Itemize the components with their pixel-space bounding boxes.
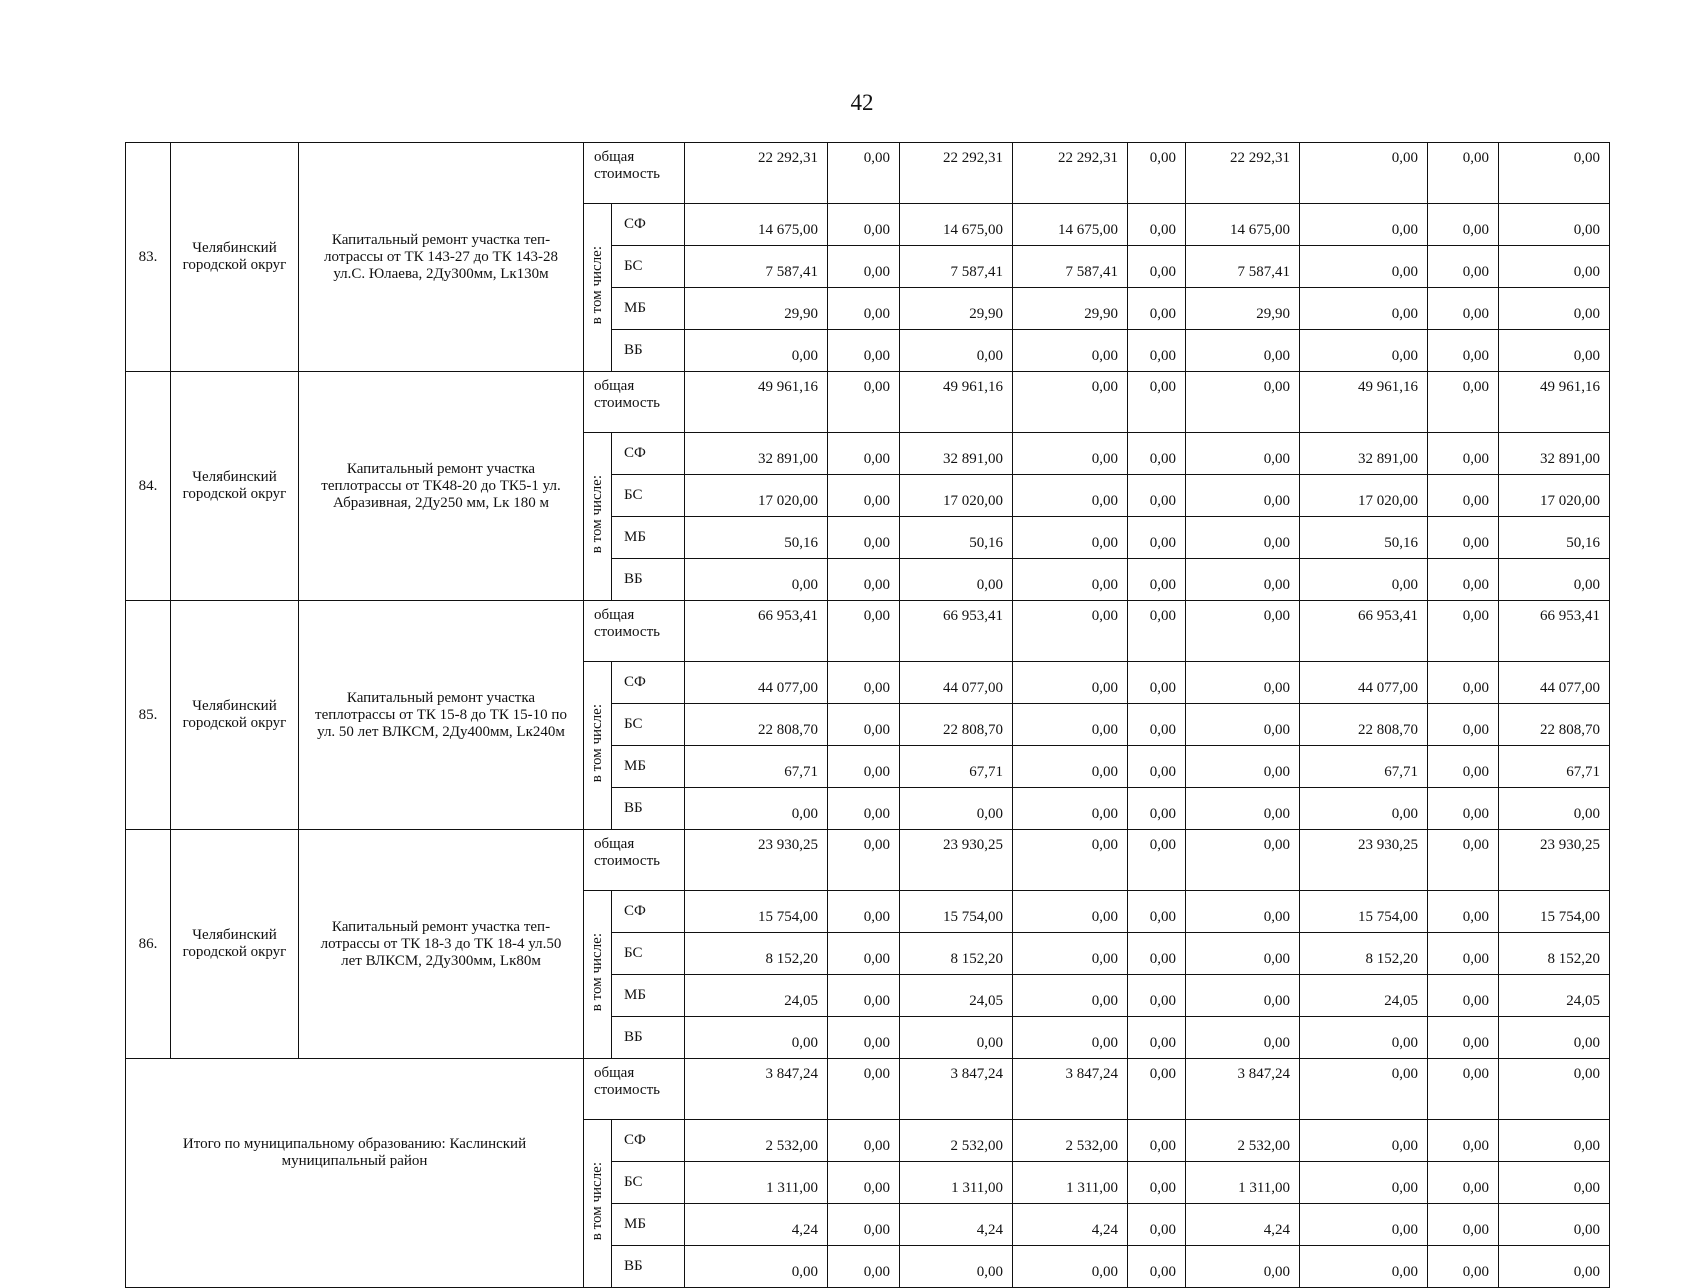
value-cell: 0,00 bbox=[1128, 746, 1186, 788]
value-cell: 0,00 bbox=[1499, 1059, 1610, 1120]
value-cell: 0,00 bbox=[1300, 1162, 1428, 1204]
value-cell: 0,00 bbox=[1428, 246, 1499, 288]
value-cell: 17 020,00 bbox=[685, 475, 828, 517]
value-cell: 0,00 bbox=[1128, 662, 1186, 704]
value-cell: 0,00 bbox=[1013, 975, 1128, 1017]
value-cell: 0,00 bbox=[1128, 517, 1186, 559]
value-cell: 0,00 bbox=[1428, 475, 1499, 517]
value-cell: 0,00 bbox=[1428, 933, 1499, 975]
value-cell: 4,24 bbox=[1013, 1204, 1128, 1246]
value-cell: 0,00 bbox=[1128, 143, 1186, 204]
table-row bbox=[126, 372, 1610, 433]
value-cell: 0,00 bbox=[1013, 1246, 1128, 1288]
table-row bbox=[126, 143, 1610, 204]
value-cell: 0,00 bbox=[1428, 559, 1499, 601]
value-cell: 0,00 bbox=[1186, 517, 1300, 559]
value-cell: 0,00 bbox=[1013, 433, 1128, 475]
value-cell: 2 532,00 bbox=[1013, 1120, 1128, 1162]
value-cell: 44 077,00 bbox=[685, 662, 828, 704]
value-cell: 32 891,00 bbox=[900, 433, 1013, 475]
value-cell: 0,00 bbox=[1428, 330, 1499, 372]
value-cell: 8 152,20 bbox=[1300, 933, 1428, 975]
value-cell: 0,00 bbox=[1300, 330, 1428, 372]
value-cell: 0,00 bbox=[1186, 975, 1300, 1017]
value-cell: 0,00 bbox=[1128, 704, 1186, 746]
value-cell: 0,00 bbox=[1499, 1162, 1610, 1204]
value-cell: 1 311,00 bbox=[900, 1162, 1013, 1204]
value-cell: 0,00 bbox=[1300, 559, 1428, 601]
value-cell: 0,00 bbox=[828, 891, 900, 933]
value-cell: 0,00 bbox=[1428, 704, 1499, 746]
row-index: 85. bbox=[126, 601, 171, 830]
value-cell: 0,00 bbox=[1499, 1204, 1610, 1246]
total-cost-label: общая стоимость bbox=[584, 1059, 685, 1120]
value-cell: 0,00 bbox=[1428, 975, 1499, 1017]
value-cell: 17 020,00 bbox=[900, 475, 1013, 517]
value-cell: 0,00 bbox=[1186, 662, 1300, 704]
value-cell: 4,24 bbox=[900, 1204, 1013, 1246]
value-cell: 0,00 bbox=[1128, 246, 1186, 288]
value-cell: 66 953,41 bbox=[900, 601, 1013, 662]
value-cell: 49 961,16 bbox=[1300, 372, 1428, 433]
value-cell: 0,00 bbox=[1499, 204, 1610, 246]
value-cell: 0,00 bbox=[1186, 330, 1300, 372]
value-cell: 0,00 bbox=[1186, 1017, 1300, 1059]
value-cell: 0,00 bbox=[1186, 601, 1300, 662]
value-cell: 0,00 bbox=[1186, 559, 1300, 601]
value-cell: 14 675,00 bbox=[1013, 204, 1128, 246]
value-cell: 0,00 bbox=[1300, 1204, 1428, 1246]
value-cell: 2 532,00 bbox=[685, 1120, 828, 1162]
summary-row bbox=[126, 1059, 1610, 1120]
value-cell: 7 587,41 bbox=[1013, 246, 1128, 288]
value-cell: 0,00 bbox=[685, 1017, 828, 1059]
value-cell: 32 891,00 bbox=[685, 433, 828, 475]
district-name: Челябинский городской округ bbox=[171, 143, 299, 372]
value-cell: 17 020,00 bbox=[1499, 475, 1610, 517]
value-cell: 3 847,24 bbox=[1013, 1059, 1128, 1120]
value-cell: 0,00 bbox=[1128, 433, 1186, 475]
value-cell: 0,00 bbox=[685, 330, 828, 372]
value-cell: 0,00 bbox=[900, 788, 1013, 830]
source-label: БС bbox=[612, 933, 685, 975]
value-cell: 0,00 bbox=[828, 1059, 900, 1120]
page-number: 42 bbox=[850, 90, 874, 115]
value-cell: 0,00 bbox=[1428, 1246, 1499, 1288]
source-label: БС bbox=[612, 1162, 685, 1204]
source-label: МБ bbox=[612, 288, 685, 330]
value-cell: 0,00 bbox=[1428, 788, 1499, 830]
value-cell: 22 808,70 bbox=[1300, 704, 1428, 746]
source-label: МБ bbox=[612, 1204, 685, 1246]
district-name: Челябинский городской округ bbox=[171, 830, 299, 1059]
value-cell: 0,00 bbox=[1128, 601, 1186, 662]
value-cell: 1 311,00 bbox=[1013, 1162, 1128, 1204]
value-cell: 15 754,00 bbox=[1499, 891, 1610, 933]
value-cell: 0,00 bbox=[828, 330, 900, 372]
project-description: Капитальный ремонт участка теп-лотрассы от ТК 143-27 до ТК 143-28 ул.С. Юлаева, 2Ду300мм, Lк130м bbox=[299, 143, 584, 372]
value-cell: 17 020,00 bbox=[1300, 475, 1428, 517]
value-cell: 0,00 bbox=[1013, 559, 1128, 601]
value-cell: 8 152,20 bbox=[685, 933, 828, 975]
value-cell: 67,71 bbox=[900, 746, 1013, 788]
value-cell: 0,00 bbox=[1128, 1017, 1186, 1059]
value-cell: 50,16 bbox=[1300, 517, 1428, 559]
value-cell: 0,00 bbox=[1499, 330, 1610, 372]
value-cell: 32 891,00 bbox=[1300, 433, 1428, 475]
value-cell: 0,00 bbox=[828, 204, 900, 246]
value-cell: 0,00 bbox=[828, 1120, 900, 1162]
value-cell: 0,00 bbox=[828, 246, 900, 288]
value-cell: 0,00 bbox=[828, 288, 900, 330]
value-cell: 0,00 bbox=[1186, 933, 1300, 975]
value-cell: 0,00 bbox=[1128, 1162, 1186, 1204]
value-cell: 0,00 bbox=[1013, 475, 1128, 517]
value-cell: 22 292,31 bbox=[900, 143, 1013, 204]
value-cell: 0,00 bbox=[1186, 891, 1300, 933]
value-cell: 0,00 bbox=[1428, 1162, 1499, 1204]
table-row bbox=[126, 601, 1610, 662]
value-cell: 0,00 bbox=[828, 475, 900, 517]
value-cell: 0,00 bbox=[1013, 662, 1128, 704]
value-cell: 29,90 bbox=[685, 288, 828, 330]
value-cell: 0,00 bbox=[1013, 517, 1128, 559]
row-index: 86. bbox=[126, 830, 171, 1059]
value-cell: 0,00 bbox=[1128, 475, 1186, 517]
value-cell: 0,00 bbox=[1300, 788, 1428, 830]
value-cell: 0,00 bbox=[1013, 788, 1128, 830]
value-cell: 0,00 bbox=[828, 1246, 900, 1288]
value-cell: 24,05 bbox=[1499, 975, 1610, 1017]
value-cell: 14 675,00 bbox=[685, 204, 828, 246]
value-cell: 0,00 bbox=[1300, 143, 1428, 204]
value-cell: 0,00 bbox=[828, 830, 900, 891]
summary-label: Итого по муниципальному образованию: Каслинский муниципальный район bbox=[126, 1059, 584, 1288]
value-cell: 66 953,41 bbox=[1499, 601, 1610, 662]
including-label-text: в том числе: bbox=[589, 703, 605, 783]
value-cell: 7 587,41 bbox=[1186, 246, 1300, 288]
value-cell: 23 930,25 bbox=[1499, 830, 1610, 891]
total-cost-label: общая стоимость bbox=[584, 143, 685, 204]
value-cell: 0,00 bbox=[900, 330, 1013, 372]
value-cell: 32 891,00 bbox=[1499, 433, 1610, 475]
source-label: СФ bbox=[612, 433, 685, 475]
value-cell: 0,00 bbox=[1499, 143, 1610, 204]
value-cell: 0,00 bbox=[828, 433, 900, 475]
value-cell: 0,00 bbox=[828, 1204, 900, 1246]
value-cell: 0,00 bbox=[1499, 288, 1610, 330]
value-cell: 0,00 bbox=[1186, 1246, 1300, 1288]
value-cell: 0,00 bbox=[685, 1246, 828, 1288]
value-cell: 29,90 bbox=[1186, 288, 1300, 330]
value-cell: 66 953,41 bbox=[1300, 601, 1428, 662]
value-cell: 3 847,24 bbox=[900, 1059, 1013, 1120]
source-label: ВБ bbox=[612, 559, 685, 601]
value-cell: 49 961,16 bbox=[685, 372, 828, 433]
value-cell: 1 311,00 bbox=[1186, 1162, 1300, 1204]
value-cell: 67,71 bbox=[685, 746, 828, 788]
source-label: ВБ bbox=[612, 330, 685, 372]
value-cell: 1 311,00 bbox=[685, 1162, 828, 1204]
project-description: Капитальный ремонт участка теп-лотрассы от ТК 18-3 до ТК 18-4 ул.50 лет ВЛКСМ, 2Ду300мм, Lк80м bbox=[299, 830, 584, 1059]
value-cell: 0,00 bbox=[828, 662, 900, 704]
value-cell: 0,00 bbox=[1186, 746, 1300, 788]
value-cell: 3 847,24 bbox=[685, 1059, 828, 1120]
source-label: БС bbox=[612, 475, 685, 517]
value-cell: 2 532,00 bbox=[900, 1120, 1013, 1162]
value-cell: 0,00 bbox=[1428, 601, 1499, 662]
value-cell: 0,00 bbox=[1128, 1059, 1186, 1120]
value-cell: 24,05 bbox=[685, 975, 828, 1017]
value-cell: 24,05 bbox=[900, 975, 1013, 1017]
value-cell: 0,00 bbox=[1428, 830, 1499, 891]
total-cost-label: общая стоимость bbox=[584, 601, 685, 662]
budget-table bbox=[125, 142, 1610, 1288]
value-cell: 0,00 bbox=[1013, 891, 1128, 933]
value-cell: 8 152,20 bbox=[1499, 933, 1610, 975]
value-cell: 0,00 bbox=[1186, 372, 1300, 433]
value-cell: 0,00 bbox=[1128, 559, 1186, 601]
value-cell: 0,00 bbox=[900, 559, 1013, 601]
value-cell: 0,00 bbox=[1128, 288, 1186, 330]
value-cell: 0,00 bbox=[1128, 1204, 1186, 1246]
value-cell: 0,00 bbox=[1186, 704, 1300, 746]
value-cell: 0,00 bbox=[1300, 1120, 1428, 1162]
value-cell: 22 808,70 bbox=[1499, 704, 1610, 746]
value-cell: 67,71 bbox=[1300, 746, 1428, 788]
source-label: БС bbox=[612, 704, 685, 746]
value-cell: 0,00 bbox=[1300, 1059, 1428, 1120]
value-cell: 0,00 bbox=[1428, 372, 1499, 433]
value-cell: 0,00 bbox=[1428, 1204, 1499, 1246]
value-cell: 0,00 bbox=[1186, 830, 1300, 891]
including-label bbox=[584, 662, 612, 830]
value-cell: 29,90 bbox=[1013, 288, 1128, 330]
including-label-text: в том числе: bbox=[589, 1161, 605, 1241]
value-cell: 0,00 bbox=[828, 975, 900, 1017]
including-label bbox=[584, 891, 612, 1059]
value-cell: 0,00 bbox=[1300, 204, 1428, 246]
value-cell: 0,00 bbox=[1186, 475, 1300, 517]
value-cell: 4,24 bbox=[1186, 1204, 1300, 1246]
value-cell: 0,00 bbox=[1428, 1059, 1499, 1120]
value-cell: 7 587,41 bbox=[685, 246, 828, 288]
value-cell: 4,24 bbox=[685, 1204, 828, 1246]
value-cell: 22 292,31 bbox=[685, 143, 828, 204]
project-description: Капитальный ремонт участка теплотрассы от ТК48-20 до ТК5-1 ул. Абразивная, 2Ду250 мм, Lк 180 м bbox=[299, 372, 584, 601]
source-label: ВБ bbox=[612, 1246, 685, 1288]
value-cell: 0,00 bbox=[1128, 788, 1186, 830]
value-cell: 0,00 bbox=[1186, 788, 1300, 830]
including-label bbox=[584, 1120, 612, 1288]
value-cell: 0,00 bbox=[1499, 559, 1610, 601]
value-cell: 0,00 bbox=[1428, 1120, 1499, 1162]
source-label: МБ bbox=[612, 746, 685, 788]
value-cell: 44 077,00 bbox=[1300, 662, 1428, 704]
value-cell: 0,00 bbox=[1013, 933, 1128, 975]
value-cell: 0,00 bbox=[1013, 330, 1128, 372]
value-cell: 0,00 bbox=[828, 143, 900, 204]
district-name: Челябинский городской округ bbox=[171, 372, 299, 601]
value-cell: 50,16 bbox=[685, 517, 828, 559]
source-label: СФ bbox=[612, 891, 685, 933]
including-label bbox=[584, 433, 612, 601]
value-cell: 0,00 bbox=[1128, 830, 1186, 891]
value-cell: 0,00 bbox=[1013, 1017, 1128, 1059]
district-name: Челябинский городской округ bbox=[171, 601, 299, 830]
value-cell: 0,00 bbox=[1428, 288, 1499, 330]
value-cell: 15 754,00 bbox=[1300, 891, 1428, 933]
value-cell: 49 961,16 bbox=[900, 372, 1013, 433]
total-cost-label: общая стоимость bbox=[584, 372, 685, 433]
value-cell: 0,00 bbox=[828, 601, 900, 662]
value-cell: 29,90 bbox=[900, 288, 1013, 330]
source-label: ВБ bbox=[612, 788, 685, 830]
value-cell: 0,00 bbox=[1499, 246, 1610, 288]
project-description: Капитальный ремонт участка теплотрассы от ТК 15-8 до ТК 15-10 по ул. 50 лет ВЛКСМ, 2Ду400мм, Lк240м bbox=[299, 601, 584, 830]
source-label: СФ bbox=[612, 662, 685, 704]
value-cell: 0,00 bbox=[1300, 288, 1428, 330]
value-cell: 0,00 bbox=[828, 788, 900, 830]
value-cell: 0,00 bbox=[685, 788, 828, 830]
source-label: БС bbox=[612, 246, 685, 288]
value-cell: 0,00 bbox=[1428, 746, 1499, 788]
value-cell: 0,00 bbox=[1128, 975, 1186, 1017]
value-cell: 22 292,31 bbox=[1186, 143, 1300, 204]
value-cell: 0,00 bbox=[828, 704, 900, 746]
value-cell: 66 953,41 bbox=[685, 601, 828, 662]
source-label: МБ bbox=[612, 517, 685, 559]
including-label bbox=[584, 204, 612, 372]
value-cell: 0,00 bbox=[1128, 1246, 1186, 1288]
value-cell: 0,00 bbox=[1128, 891, 1186, 933]
value-cell: 0,00 bbox=[828, 1162, 900, 1204]
value-cell: 0,00 bbox=[1428, 662, 1499, 704]
source-label: СФ bbox=[612, 204, 685, 246]
value-cell: 7 587,41 bbox=[900, 246, 1013, 288]
value-cell: 8 152,20 bbox=[900, 933, 1013, 975]
value-cell: 0,00 bbox=[1186, 433, 1300, 475]
value-cell: 67,71 bbox=[1499, 746, 1610, 788]
including-label-text: в том числе: bbox=[589, 932, 605, 1012]
value-cell: 15 754,00 bbox=[685, 891, 828, 933]
value-cell: 0,00 bbox=[828, 933, 900, 975]
value-cell: 0,00 bbox=[900, 1246, 1013, 1288]
value-cell: 3 847,24 bbox=[1186, 1059, 1300, 1120]
including-label-text: в том числе: bbox=[589, 245, 605, 325]
value-cell: 0,00 bbox=[1428, 891, 1499, 933]
value-cell: 0,00 bbox=[1013, 601, 1128, 662]
value-cell: 0,00 bbox=[1128, 330, 1186, 372]
value-cell: 24,05 bbox=[1300, 975, 1428, 1017]
value-cell: 22 808,70 bbox=[900, 704, 1013, 746]
value-cell: 0,00 bbox=[1013, 746, 1128, 788]
value-cell: 0,00 bbox=[1428, 433, 1499, 475]
source-label: МБ bbox=[612, 975, 685, 1017]
value-cell: 0,00 bbox=[1013, 704, 1128, 746]
value-cell: 0,00 bbox=[828, 372, 900, 433]
value-cell: 0,00 bbox=[1499, 1017, 1610, 1059]
value-cell: 0,00 bbox=[1013, 830, 1128, 891]
value-cell: 44 077,00 bbox=[1499, 662, 1610, 704]
value-cell: 50,16 bbox=[1499, 517, 1610, 559]
value-cell: 22 292,31 bbox=[1013, 143, 1128, 204]
value-cell: 0,00 bbox=[1428, 204, 1499, 246]
value-cell: 50,16 bbox=[900, 517, 1013, 559]
value-cell: 23 930,25 bbox=[685, 830, 828, 891]
value-cell: 23 930,25 bbox=[900, 830, 1013, 891]
row-index: 83. bbox=[126, 143, 171, 372]
value-cell: 14 675,00 bbox=[1186, 204, 1300, 246]
value-cell: 0,00 bbox=[1128, 933, 1186, 975]
value-cell: 0,00 bbox=[1300, 1246, 1428, 1288]
value-cell: 0,00 bbox=[1499, 1246, 1610, 1288]
value-cell: 44 077,00 bbox=[900, 662, 1013, 704]
value-cell: 2 532,00 bbox=[1186, 1120, 1300, 1162]
value-cell: 0,00 bbox=[828, 559, 900, 601]
value-cell: 0,00 bbox=[1128, 204, 1186, 246]
value-cell: 0,00 bbox=[828, 746, 900, 788]
value-cell: 0,00 bbox=[1128, 372, 1186, 433]
value-cell: 0,00 bbox=[1013, 372, 1128, 433]
value-cell: 0,00 bbox=[1499, 1120, 1610, 1162]
value-cell: 0,00 bbox=[1300, 1017, 1428, 1059]
value-cell: 49 961,16 bbox=[1499, 372, 1610, 433]
value-cell: 0,00 bbox=[1499, 788, 1610, 830]
including-label-text: в том числе: bbox=[589, 474, 605, 554]
value-cell: 22 808,70 bbox=[685, 704, 828, 746]
value-cell: 15 754,00 bbox=[900, 891, 1013, 933]
table-row bbox=[126, 830, 1610, 891]
value-cell: 0,00 bbox=[1428, 517, 1499, 559]
value-cell: 0,00 bbox=[828, 1017, 900, 1059]
value-cell: 0,00 bbox=[1428, 1017, 1499, 1059]
value-cell: 0,00 bbox=[1128, 1120, 1186, 1162]
value-cell: 0,00 bbox=[900, 1017, 1013, 1059]
value-cell: 0,00 bbox=[828, 517, 900, 559]
row-index: 84. bbox=[126, 372, 171, 601]
source-label: СФ bbox=[612, 1120, 685, 1162]
value-cell: 14 675,00 bbox=[900, 204, 1013, 246]
value-cell: 0,00 bbox=[1300, 246, 1428, 288]
value-cell: 0,00 bbox=[1428, 143, 1499, 204]
value-cell: 23 930,25 bbox=[1300, 830, 1428, 891]
source-label: ВБ bbox=[612, 1017, 685, 1059]
total-cost-label: общая стоимость bbox=[584, 830, 685, 891]
value-cell: 0,00 bbox=[685, 559, 828, 601]
